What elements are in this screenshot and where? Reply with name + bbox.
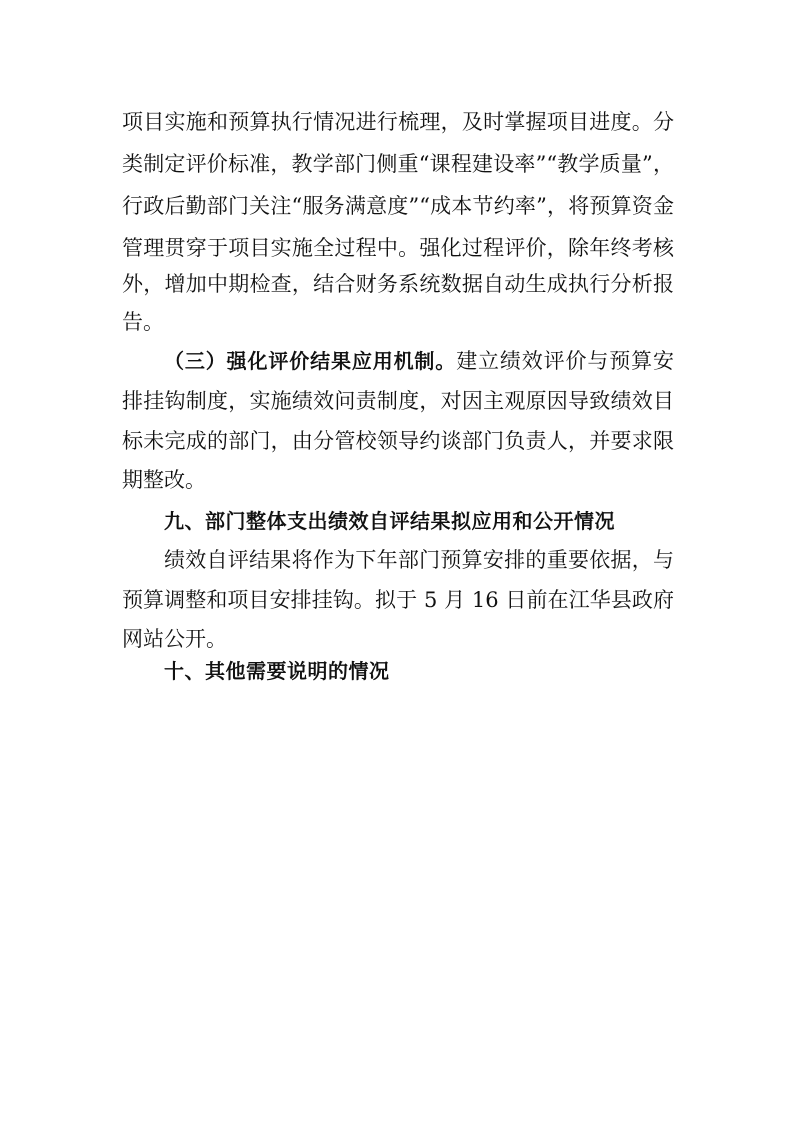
paragraph-1-line-2: 类制定评价标准，教学部门侧重“课程建设率”“教学质量”，	[122, 152, 674, 176]
paragraph-2-line-1	[164, 345, 674, 377]
section-9-line-1: 绩效自评结果将作为下年部门预算安排的重要依据，与	[164, 548, 674, 572]
paragraph-1-line-6: 告。	[122, 310, 164, 334]
section-9-line-2: 预算调整和项目安排挂钩。拟于 5 月 16 日前在江华县政府	[122, 588, 674, 612]
paragraph-1-line-3: 行政后勤部门关注“服务满意度”“成本节约率”，将预算资金	[122, 194, 674, 218]
paragraph-2-line-4: 期整改。	[122, 468, 206, 492]
section-10-heading: 十、其他需要说明的情况	[164, 659, 390, 683]
section-9-heading: 九、部门整体支出绩效自评结果拟应用和公开情况	[164, 509, 615, 533]
paragraph-1-line-5: 外，增加中期检查，结合财务系统数据自动生成执行分析报	[122, 272, 674, 296]
paragraph-2-line-2: 排挂钩制度，实施绩效问责制度，对因主观原因导致绩效目	[122, 389, 674, 413]
paragraph-2-lead: （三）强化评价结果应用机制。	[164, 349, 457, 373]
paragraph-2-line-1-rest: 建立绩效评价与预算安	[456, 349, 675, 373]
paragraph-1-line-4: 管理贯穿于项目实施全过程中。强化过程评价，除年终考核	[122, 236, 674, 260]
paragraph-1-line-1: 项目实施和预算执行情况进行梳理，及时掌握项目进度。分	[122, 110, 674, 134]
section-9-line-3: 网站公开。	[122, 627, 227, 651]
paragraph-2-line-3: 标未完成的部门，由分管校领导约谈部门负责人，并要求限	[122, 429, 674, 453]
